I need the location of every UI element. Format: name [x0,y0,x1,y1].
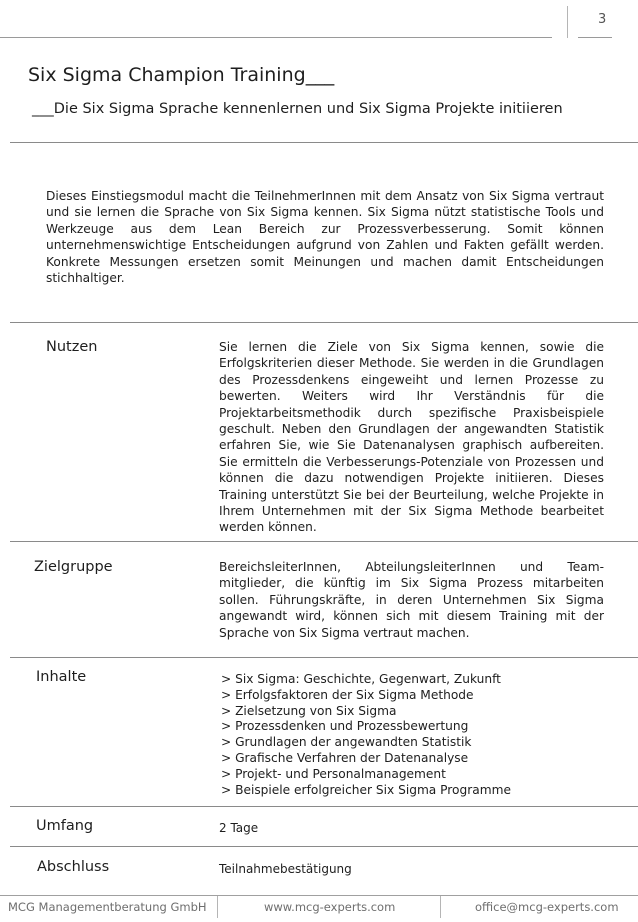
nutzen-text: Sie lernen die Ziele von Six Sigma kennen, sowie die Erfolgskriterien dieser Methode. Sie werden in die Grundlagen des Prozessdenkens eingeweiht und lernen Prozesse zu bewerten. Weiters wird Ihr Verständnis für die Projektarbeitsmethodik durch spezifische Praxisbeispiele geschult. Neben den Grundlagen der angewandten Statistik erfahren Sie, wie Sie Datenanalysen graphisch aufbereiten. Sie ermitteln die Verbesserungs-Potenziale von Prozessen und können die dazu notwendigen Projekte initiieren. Dieses Training unterstützt Sie bei der Beurteilung, welche Projekte in Ihrem Unternehmen mit der Six Sigma Methode bearbeitet werden können. [219,340,604,535]
page-number: 3 [598,12,607,27]
section-rule [10,657,638,658]
nutzen-label: Nutzen [46,339,98,355]
list-item: > Prozessdenken und Prozessbewertung [221,719,469,734]
footer-company: MCG Managementberatung GmbH [8,900,207,914]
footer-divider [217,896,218,918]
inhalte-label: Inhalte [36,669,87,685]
list-item: > Grundlagen der angewandten Statistik [221,735,472,750]
footer-rule [0,895,638,896]
zielgruppe-label: Zielgruppe [34,559,113,575]
section-rule [10,142,638,143]
header-rule [0,37,552,38]
list-item: > Erfolgsfaktoren der Six Sigma Methode [221,687,474,702]
abschluss-label: Abschluss [37,859,110,875]
page-subtitle: ___Die Six Sigma Sprache kennenlernen und Six Sigma Projekte initiieren [32,101,563,117]
abschluss-value: Teilnahmebestätigung [219,862,352,876]
footer-divider [440,896,441,918]
page-title: Six Sigma Champion Training___ [28,64,335,86]
umfang-label: Umfang [36,818,94,834]
footer-website[interactable]: www.mcg-experts.com [264,900,396,914]
list-item: > Beispiele erfolgreicher Six Sigma Programme [221,782,511,797]
list-item: > Zielsetzung von Six Sigma [221,703,397,718]
umfang-value: 2 Tage [219,821,259,835]
list-item: > Six Sigma: Geschichte, Gegenwart, Zukunft [221,672,501,686]
footer-email[interactable]: office@mcg-experts.com [475,900,619,914]
section-rule [10,541,638,542]
intro-paragraph: Dieses Einstiegsmodul macht die TeilnehmerInnen mit dem Ansatz von Six Sigma vertraut und sie lernen die Sprache von Six Sigma kennen. Six Sigma nützt statistische Tools und Werkzeuge aus dem Lean Bereich zur Prozessverbesserung. Somit können unternehmenswichtige Entscheidungen aufgrund von Zahlen und Fakten gefällt werden. Konkrete Messungen ersetzen somit Meinungen und machen damit Entscheidungen stichhaltiger. [46,189,604,286]
section-rule [10,846,638,847]
list-item: > Grafische Verfahren der Datenanalyse [221,750,469,765]
section-rule [10,322,638,323]
inhalte-list [221,672,511,798]
section-rule [10,806,638,807]
zielgruppe-text: BereichsleiterInnen, AbteilungsleiterInnen und Team-mitglieder, die künftig im Six Sigma Prozess mitarbeiten sollen. Führungskräfte, in deren Unternehmen Six Sigma angewandt wird, können sich mit diesem Training mit der Sprache von Six Sigma vertraut machen. [219,560,604,640]
list-item: > Projekt- und Personalmanagement [221,766,446,781]
header-rule-right [578,37,612,38]
header-divider [567,6,568,38]
